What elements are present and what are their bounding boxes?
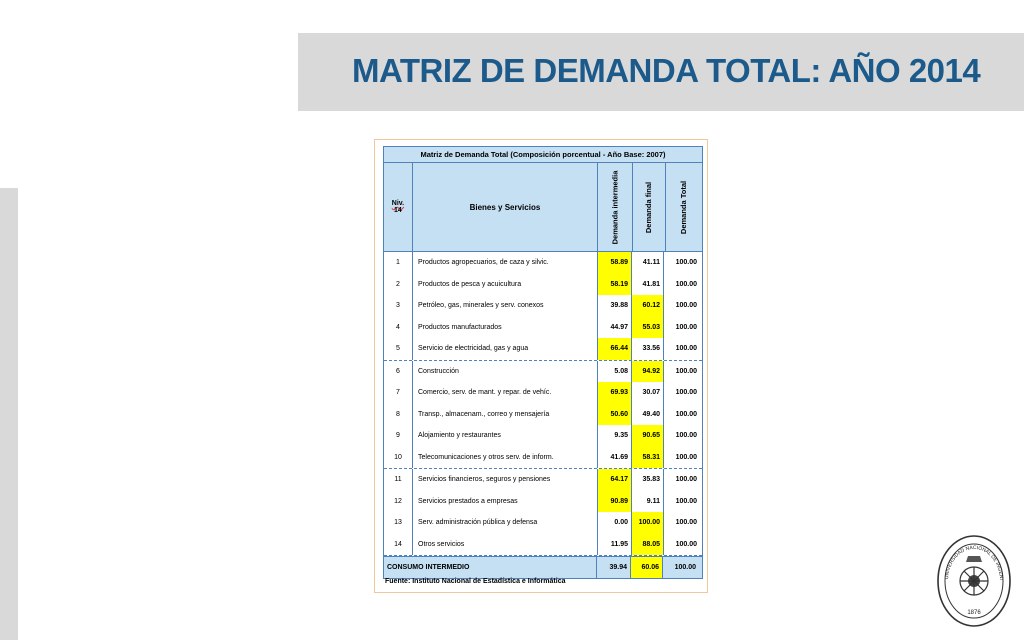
row-label: Productos de pesca y acuicultura [413,274,598,296]
row-niv: 12 [384,491,413,513]
table-row [384,361,702,383]
row-demanda-total: 100.00 [675,302,697,310]
row-demanda-intermedia: 58.19 [598,274,632,296]
row-demanda-final: 55.03 [632,317,664,339]
row-demanda-intermedia: 11.95 [598,534,632,556]
row-niv: 10 [384,447,413,469]
header-niv-label: Niv. [391,200,405,207]
row-niv: 5 [384,338,413,360]
row-label: Transp., almacenam., correo y mensajería [413,404,598,426]
total-label: CONSUMO INTERMEDIO [384,557,597,578]
row-demanda-total: 100.00 [675,410,697,418]
row-label: Productos agropecuarios, de caza y silvic. [413,252,598,274]
left-decor-bar [0,188,18,640]
row-demanda-final: 33.56 [632,338,664,360]
svg-text:UNIVERSIDAD NACIONAL DE INGENI: UNIVERSIDAD NACIONAL DE INGENI [944,544,1004,581]
demand-matrix-table [383,146,703,579]
row-label: Servicio de electricidad, gas y agua [413,338,598,360]
table-row [384,274,702,296]
row-niv: 9 [384,425,413,447]
total-demanda-final: 60.06 [631,557,663,578]
row-niv: 6 [384,361,413,383]
row-niv: 4 [384,317,413,339]
row-demanda-total: 100.00 [675,389,697,397]
row-label: Servicios financieros, seguros y pensiones [413,469,598,491]
row-label: Serv. administración pública y defensa [413,512,598,534]
header-niv [384,163,413,251]
row-demanda-total: 100.00 [675,259,697,267]
row-demanda-intermedia: 58.89 [598,252,632,274]
table-header [384,163,702,252]
row-demanda-total: 100.00 [675,476,697,484]
row-niv: 14 [384,534,413,556]
row-demanda-total: 100.00 [675,367,697,375]
total-row [384,556,702,578]
table-image [374,139,708,593]
table-row [384,469,702,491]
row-demanda-total: 100.00 [675,432,697,440]
table-body [384,252,702,556]
row-group [384,252,702,361]
row-demanda-final: 58.31 [632,447,664,469]
row-label: Productos manufacturados [413,317,598,339]
row-label: Construcción [413,361,598,383]
row-niv: 3 [384,295,413,317]
table-row [384,404,702,426]
row-demanda-final: 60.12 [632,295,664,317]
row-demanda-intermedia: 69.93 [598,382,632,404]
row-demanda-intermedia: 41.69 [598,447,632,469]
row-niv: 13 [384,512,413,534]
row-demanda-final: 90.65 [632,425,664,447]
table-row [384,295,702,317]
row-demanda-total: 100.00 [675,540,697,548]
table-row [384,491,702,513]
slide-title: MATRIZ DE DEMANDA TOTAL: AÑO 2014 [352,52,981,89]
university-seal-icon [936,534,1012,628]
row-demanda-final: 35.83 [632,469,664,491]
row-label: Comercio, serv. de mant. y repar. de vehíc. [413,382,598,404]
table-caption: Matriz de Demanda Total (Composición porcentual - Año Base: 2007) [384,147,702,163]
row-demanda-final: 30.07 [632,382,664,404]
svg-text:1876: 1876 [967,610,981,616]
header-niv-number: 14 [394,207,402,214]
table-row [384,317,702,339]
row-demanda-final: 41.81 [632,274,664,296]
row-demanda-total: 100.00 [675,497,697,505]
row-demanda-intermedia: 39.88 [598,295,632,317]
header-description: Bienes y Servicios [413,163,598,251]
row-label: Servicios prestados a empresas [413,491,598,513]
row-demanda-total: 100.00 [675,519,697,527]
table-row [384,534,702,556]
row-niv: 2 [384,274,413,296]
row-demanda-final: 9.11 [632,491,664,513]
row-demanda-intermedia: 44.97 [598,317,632,339]
row-demanda-total: 100.00 [675,345,697,353]
table-source: Fuente: Instituto Nacional de Estadística e Informática [385,578,566,585]
row-label: Petróleo, gas, minerales y serv. conexos [413,295,598,317]
row-label: Alojamiento y restaurantes [413,425,598,447]
row-demanda-intermedia: 5.08 [598,361,632,383]
row-demanda-intermedia: 0.00 [598,512,632,534]
table-row [384,338,702,360]
row-demanda-total: 100.00 [675,323,697,331]
total-demanda-total: 100.00 [674,564,696,571]
row-demanda-intermedia: 50.60 [598,404,632,426]
row-group [384,469,702,556]
header-demanda-intermedia: Demanda intermedia [598,163,633,251]
header-demanda-total: Demanda Total [679,180,689,234]
total-demanda-intermedia: 39.94 [597,557,631,578]
row-demanda-final: 94.92 [632,361,664,383]
row-niv: 1 [384,252,413,274]
table-row [384,447,702,469]
row-group [384,361,702,470]
row-demanda-final: 49.40 [632,404,664,426]
row-demanda-total: 100.00 [675,280,697,288]
row-niv: 7 [384,382,413,404]
row-label: Telecomunicaciones y otros serv. de inform. [413,447,598,469]
row-demanda-intermedia: 64.17 [598,469,632,491]
table-row [384,252,702,274]
header-demanda-final: Demanda final [633,163,666,251]
row-demanda-final: 41.11 [632,252,664,274]
row-demanda-total: 100.00 [675,453,697,461]
row-demanda-intermedia: 66.44 [598,338,632,360]
row-niv: 11 [384,469,413,491]
row-niv: 8 [384,404,413,426]
table-row [384,512,702,534]
row-demanda-intermedia: 9.35 [598,425,632,447]
table-row [384,382,702,404]
row-label: Otros servicios [413,534,598,556]
row-demanda-intermedia: 90.89 [598,491,632,513]
row-demanda-final: 100.00 [632,512,664,534]
table-row [384,425,702,447]
row-demanda-final: 88.05 [632,534,664,556]
